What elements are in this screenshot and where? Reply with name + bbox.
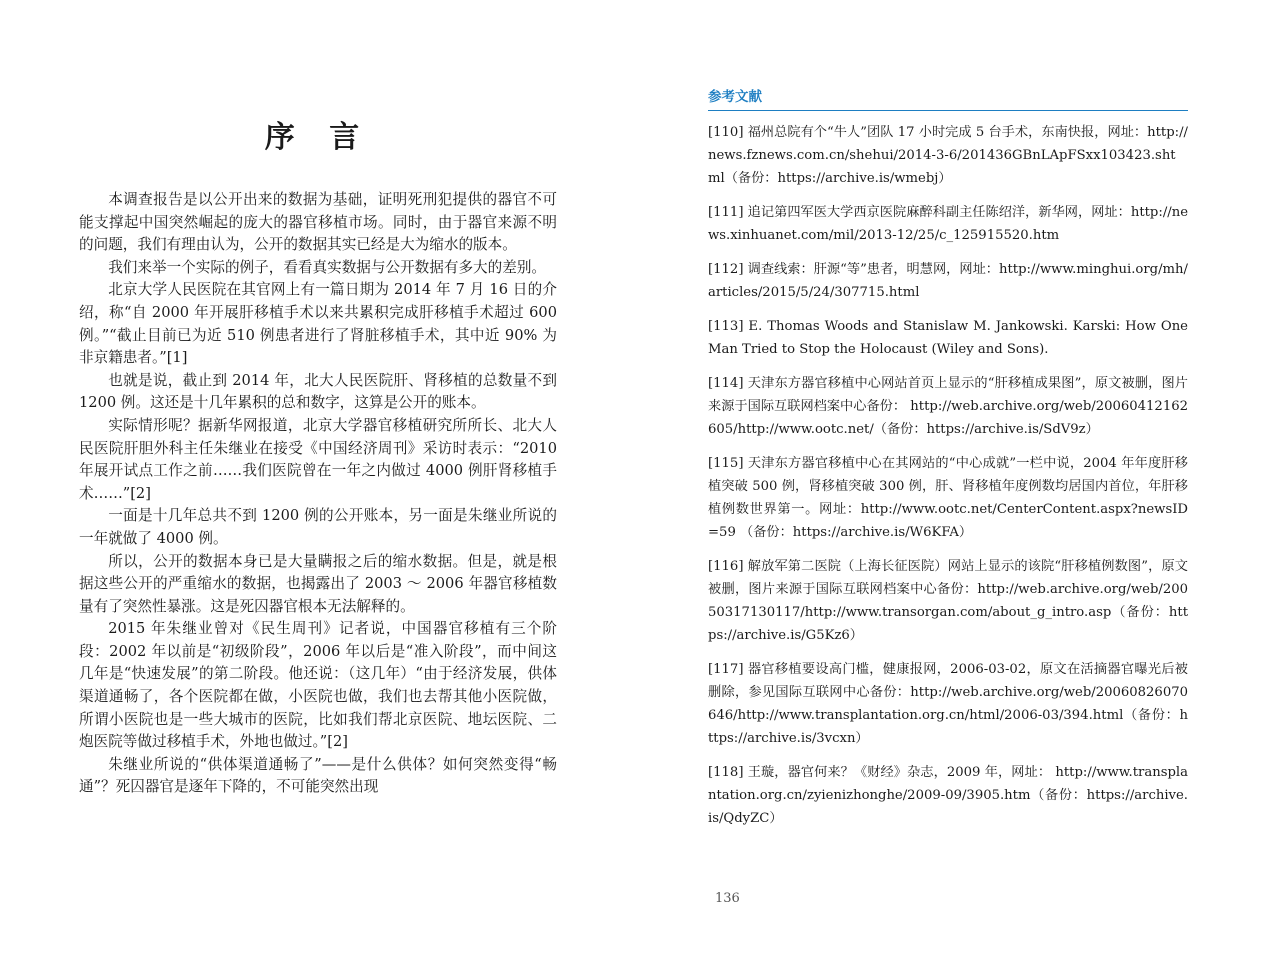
- reference-item: [115] 天津东方器官移植中心在其网站的“中心成就”一栏中说，2004 年年度肝移植突破 500 例，肾移植突破 300 例，肝、肾移植年度例数均居国内首位，年肝移植例数世界第一。网址：http://www.ootc.net/CenterContent.aspx?newsID=59 （备份：https://archive.is/W6KFA）: [708, 456, 1188, 540]
- preface-paragraph: 所以，公开的数据本身已是大量瞒报之后的缩水数据。但是，就是根据这些公开的严重缩水的数据，也揭露出了 2003 ～ 2006 年器官移植数量有了突然性暴涨。这是死囚器官根本无法解释的。: [79, 552, 557, 615]
- reference-item: [113] E. Thomas Woods and Stanislaw M. Jankowski. Karski: How One Man Tried to Stop the Holocaust (Wiley and Sons).: [708, 319, 1188, 357]
- preface-paragraph: 实际情形呢？据新华网报道，北京大学器官移植研究所所长、北大人民医院肝胆外科主任朱继业在接受《中国经济周刊》采访时表示：“2010 年展开试点工作之前……我们医院曾在一年之内做过 4000 例肝肾移植手术……”[2]: [79, 416, 557, 502]
- reference-item: [118] 王璇，器官何来？《财经》杂志，2009 年，网址： http://www.transplantation.org.cn/zyienizhonghe/2009-09/3905.htm（备份：https://archive.is/QdyZC）: [708, 765, 1188, 826]
- preface-body: [79, 189, 557, 799]
- preface-paragraph: 一面是十几年总共不到 1200 例的公开账本，另一面是朱继业所说的一年就做了 4000 例。: [79, 507, 557, 547]
- right-page: [708, 0, 1188, 978]
- page-number: 136: [715, 891, 740, 906]
- preface-paragraph: 北京大学人民医院在其官网上有一篇日期为 2014 年 7 月 16 日的介绍，称“自 2000 年开展肝移植手术以来共累积完成肝移植手术超过 600 例。”“截止目前已为近 510 例患者进行了肾脏移植手术，其中近 90% 为非京籍患者。”[1]: [79, 281, 557, 367]
- preface-paragraph: 本调查报告是以公开出来的数据为基础，证明死刑犯提供的器官不可能支撑起中国突然崛起的庞大的器官移植市场。同时，由于器官来源不明的问题，我们有理由认为，公开的数据其实已经是大为缩水的版本。: [79, 191, 557, 254]
- preface-paragraph: 也就是说，截止到 2014 年，北大人民医院肝、肾移植的总数量不到 1200 例。这还是十几年累积的总和数字，这算是公开的账本。: [79, 371, 557, 412]
- reference-item: [110] 福州总院有个“牛人”团队 17 小时完成 5 台手术，东南快报，网址：http://news.fznews.com.cn/shehui/2014-3-6/201436GBnLApFSxx103423.shtml（备份：https://archive.is/wmebj）: [708, 125, 1188, 186]
- references-list: [708, 121, 1188, 841]
- preface-title: 序 言: [264, 120, 372, 155]
- reference-item: [112] 调查线索：肝源“等”患者，明慧网，网址：http://www.minghui.org/mh/articles/2015/5/24/307715.html: [708, 262, 1188, 300]
- reference-item: [111] 追记第四军医大学西京医院麻醉科副主任陈绍洋，新华网，网址：http://news.xinhuanet.com/mil/2013-12/25/c_125915520.htm: [708, 205, 1188, 243]
- references-header: [708, 86, 1188, 111]
- left-page: [79, 0, 557, 978]
- preface-paragraph: 朱继业所说的“供体渠道通畅了”——是什么供体？如何突然变得“畅通”？死囚器官是逐年下降的，不可能突然出现: [79, 755, 557, 796]
- preface-paragraph: 我们来举一个实际的例子，看看真实数据与公开数据有多大的差别。: [108, 258, 547, 276]
- references-title: 参考文献: [708, 89, 762, 105]
- reference-item: [116] 解放军第二医院（上海长征医院）网站上显示的该院“肝移植例数图”，原文被删，图片来源于国际互联网档案中心备份：http://web.archive.org/web/20050317130117/http://www.transorgan.com/about_g_intro.asp（备份：https://archive.is/G5Kz6）: [708, 559, 1188, 643]
- preface-paragraph: 2015 年朱继业曾对《民生周刊》记者说，中国器官移植有三个阶段：2002 年以前是“初级阶段”，2006 年以后是“准入阶段”，而中间这几年是“快速发展”的第二阶段。他还说：（这几年）“由于经济发展，供体渠道通畅了，各个医院都在做，小医院也做，我们也去帮其他小医院做，所谓小医院也是一些大城市的医院，比如我们帮北京医院、地坛医院、二炮医院等做过移植手术，外地也做过。”[2]: [79, 620, 558, 751]
- reference-item: [114] 天津东方器官移植中心网站首页上显示的“肝移植成果图”，原文被删，图片来源于国际互联网档案中心备份： http://web.archive.org/web/20060412162605/http://www.ootc.net/（备份：https://archive.is/SdV9z）: [708, 376, 1188, 437]
- reference-item: [117] 器官移植要设高门槛，健康报网，2006-03-02，原文在活摘器官曝光后被删除，参见国际互联网中心备份：http://web.archive.org/web/20060826070646/http://www.transplantation.org.cn/html/2006-03/394.html（备份：https://archive.is/3vcxn）: [708, 662, 1188, 746]
